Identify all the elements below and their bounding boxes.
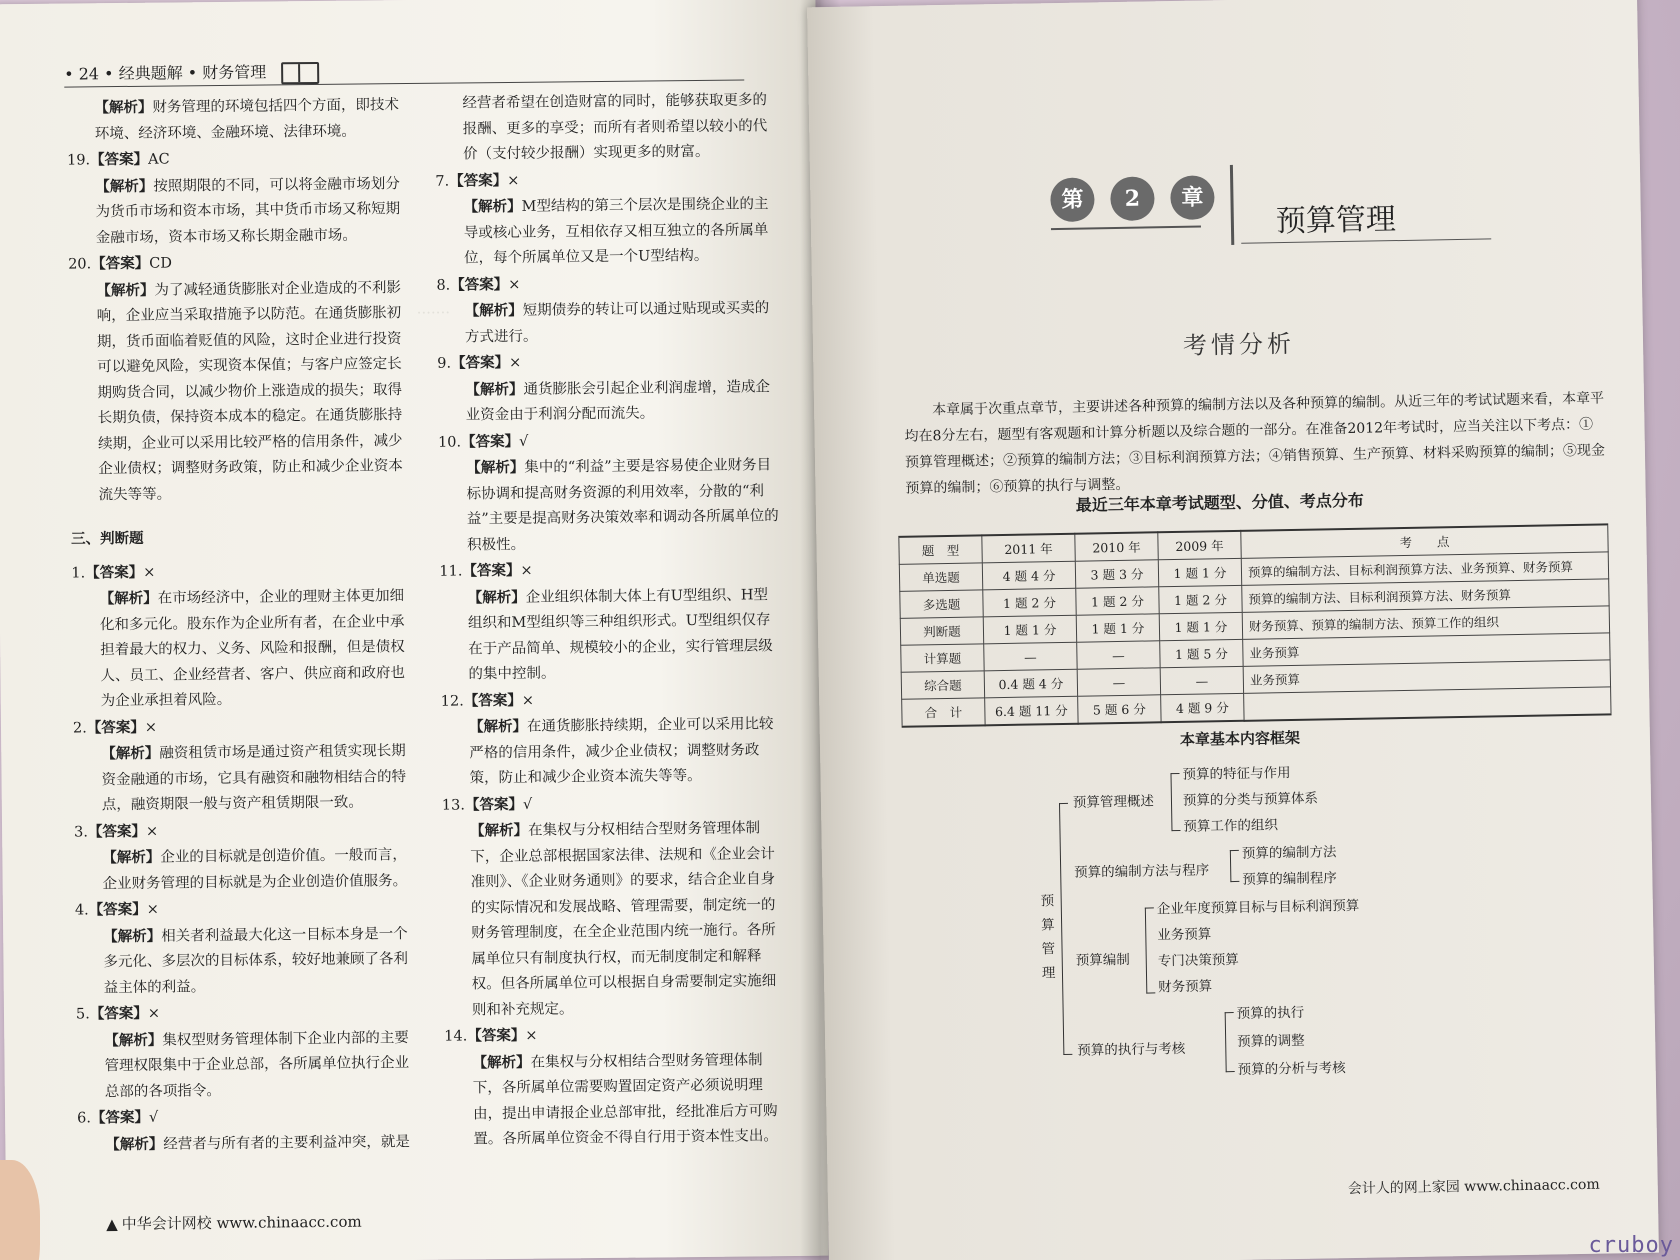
block-label: 【解析】 <box>103 927 162 945</box>
framework-item: 业务预算 <box>1157 926 1212 944</box>
explanation-block <box>72 583 413 715</box>
right-footer: 会计人的网上家园 www.chinaacc.com <box>1347 1176 1600 1198</box>
question-number: 20. <box>68 256 92 273</box>
chapter-rule <box>1051 225 1201 230</box>
block-label: 【答案】 <box>91 254 150 273</box>
exam-table-cell: — <box>984 642 1077 671</box>
exam-table-cell: 业务预算 <box>1243 633 1610 666</box>
exam-table-cell: 判断题 <box>900 617 983 645</box>
question-number: 19. <box>66 152 91 169</box>
chapter-badge-pre: 第 <box>1050 177 1095 222</box>
block-label: 【答案】 <box>450 275 509 294</box>
exam-table-cell: 计算题 <box>901 644 984 672</box>
block-text: 企业组织体制大体上有U型组织、H型组织和M型组织等三种组织形式。U型组织仅存在于产品简单、规模较小的企业，实行管理层级的集中控制。 <box>467 586 773 683</box>
block-label: 【解析】 <box>95 177 154 195</box>
answer-line <box>74 815 414 845</box>
block-text: × <box>525 1027 538 1044</box>
block-label: 【解析】 <box>466 458 525 477</box>
block-label: 【答案】 <box>85 563 144 581</box>
block-label: 【答案】 <box>463 691 522 709</box>
explanation-block <box>442 815 784 1024</box>
block-label: 【解析】 <box>467 588 526 606</box>
explanation-block <box>68 275 410 509</box>
framework-item: 预算的编制方法 <box>1241 844 1337 862</box>
exam-table-cell: 多选题 <box>900 590 983 618</box>
show-through-text: ······· <box>416 303 451 322</box>
answer-line <box>437 347 777 377</box>
block-text: 融资租赁市场是通过资产租赁实现长期资金融通的市场，它具有融资和融物相结合的特点，融资期限一般与资产租赁期限一致。 <box>101 743 407 814</box>
analysis-title: 考情分析 <box>1182 329 1296 360</box>
block-text: 集权型财务管理体制下企业内部的主要管理权限集中于企业总部，各所属单位执行企业总部的各项指令。 <box>104 1029 410 1100</box>
exam-table-cell: 合 计 <box>902 698 985 727</box>
block-label: 【解析】 <box>105 1135 164 1153</box>
left-column-1 <box>66 92 417 1159</box>
exam-table-header: 考 点 <box>1241 524 1608 558</box>
question-number: 10. <box>437 433 462 451</box>
block-label: 【答案】 <box>461 432 520 450</box>
block-text: × <box>521 692 535 709</box>
block-label: 【答案】 <box>86 718 145 736</box>
chapter-badge-post: 章 <box>1170 175 1215 220</box>
framework-root: 预算管理 <box>1040 893 1056 982</box>
block-text: CD <box>149 255 173 272</box>
framework-item: 预算的分类与预算体系 <box>1182 790 1319 809</box>
block-text: AC <box>148 151 170 168</box>
exam-table-cell: 预算的编制方法、目标利润预算方法、业务预算、财务预算 <box>1241 552 1608 585</box>
framework-group: 预算的执行与考核 <box>1077 1040 1186 1059</box>
exam-table-cell: 1 题 2 分 <box>983 588 1076 617</box>
intro-paragraph: 本章属于次重点章节，主要讲述各种预算的编制方法以及各种预算的编制。从近三年的考试试题来看，本章平均在8分左右，题型有客观题和计算分析题以及综合题的一部分。在准备2012年考试时，应当关注以下考点：①预算管理概述；②预算的编制方法；③目标利润预算方法；④销售预算、生产预算、材料采购预算的编制；⑤现金预算的编制；⑥预算的执行与调整。 <box>904 390 1606 497</box>
block-label: 【答案】 <box>464 795 523 813</box>
answer-line <box>435 165 775 195</box>
block-label: 【答案】 <box>462 561 521 580</box>
exam-table-cell: 6.4 题 11 分 <box>985 696 1078 725</box>
exam-table-cell: — <box>1077 641 1160 669</box>
exam-table-cell: 1 题 1 分 <box>1159 612 1242 640</box>
answer-line <box>75 894 415 924</box>
block-label: 【解析】 <box>463 197 522 216</box>
answer-line <box>439 555 779 585</box>
framework-group: 预算管理概述 <box>1072 793 1155 811</box>
left-column-2 <box>434 88 785 1153</box>
block-label: 【答案】 <box>449 171 508 190</box>
framework-item: 财务预算 <box>1158 978 1213 996</box>
running-header <box>64 54 744 87</box>
question-number: 5. <box>75 1006 90 1023</box>
question-number: 14. <box>444 1028 468 1045</box>
block-text: 在集权与分权相结合型财务管理体制下，企业总部根据国家法律、法规和《企业会计准则》、《企业财务通则》的要求，结合企业自身的实际情况和发展战略、管理需要，制定统一的财务管理制度，在全企业范围内统一施行。各所属单位只有制度执行权，而无制度制定和解释权。但各所属单位可以根据自身需要制定实施细则和补充规定。 <box>470 820 777 1018</box>
exam-table-cell: 单选题 <box>899 563 982 591</box>
answer-line <box>67 144 407 174</box>
question-number: 12. <box>440 692 464 710</box>
chapter-banner <box>1050 150 1492 268</box>
explanation-block <box>75 920 416 1001</box>
block-text: 在通货膨胀持续期，企业可以采用比较严格的信用条件，减少企业债权；调整财务政策，防止和减少企业资本流失等等。 <box>469 716 774 787</box>
exam-table-header: 2010 年 <box>1075 532 1158 561</box>
block-text: × <box>508 276 521 293</box>
block-label: 【解析】 <box>104 1031 163 1049</box>
block-text: 通货膨胀会引起企业利润虚增，造成企业资金由于利润分配而流失。 <box>465 378 771 424</box>
explanation-block <box>434 88 775 168</box>
block-text: × <box>508 354 522 371</box>
exam-table-cell: 预算的编制方法、目标利润预算方法、财务预算 <box>1242 579 1609 612</box>
explanation-block <box>435 191 776 272</box>
block-label: 【解析】 <box>94 98 153 117</box>
exam-table-title: 最近三年本章考试题型、分值、考点分布 <box>1075 490 1364 515</box>
block-label: 【答案】 <box>89 1004 148 1023</box>
question-number: 11. <box>439 563 463 580</box>
framework-group-brace <box>1170 773 1180 831</box>
question-number: 13. <box>441 796 465 814</box>
block-label: 【解析】 <box>99 589 158 608</box>
exam-table-cell: 1 题 2 分 <box>1159 585 1242 613</box>
framework-item: 预算的特征与作用 <box>1182 765 1291 783</box>
block-text: 集中的“利益”主要是容易使企业财务目标协调和提高财务资源的利用效率，分散的“利益”主要是提高财务决策效率和调动各所属单位的积极性。 <box>466 457 779 553</box>
block-label: 【解析】 <box>465 380 524 398</box>
explanation-block <box>438 452 779 559</box>
question-number: 8. <box>436 277 451 294</box>
exam-table-header: 2009 年 <box>1158 531 1241 560</box>
block-label: 【答案】 <box>90 150 149 169</box>
exam-table-cell: 财务预算、预算的编制方法、预算工作的组织 <box>1242 606 1609 639</box>
framework-item: 专门决策预算 <box>1157 951 1239 970</box>
exam-table-cell: 5 题 6 分 <box>1078 695 1161 724</box>
block-label: 【答案】 <box>87 822 147 840</box>
left-page <box>0 0 829 1260</box>
question-number: 4. <box>74 902 89 919</box>
answer-line <box>68 248 408 278</box>
answer-line <box>441 685 781 715</box>
framework-group: 预算编制 <box>1075 951 1130 969</box>
block-label: 【解析】 <box>101 744 160 763</box>
block-text: 企业的目标就是创造价值。一般而言，企业财务管理的目标就是为企业创造价值服务。 <box>102 847 408 892</box>
left-footer-text: 中华会计网校 www.chinaacc.com <box>121 1212 362 1234</box>
block-text: × <box>507 172 520 189</box>
question-number: 3. <box>74 823 89 841</box>
block-label: 【解析】 <box>96 281 155 299</box>
question-number: 2. <box>72 719 87 737</box>
block-text: 在市场经济中，企业的理财主体更加细化和多元化。股东作为企业所有者，在企业中承担着最大的权力、义务、风险和报酬，但是债权人、员工、企业经营者、客户、供应商和政府也为企业承担着风险。 <box>99 588 406 710</box>
exam-table-cell: 4 题 9 分 <box>1161 693 1244 722</box>
block-text: 短期债券的转让可以通过贴现或买卖的方式进行。 <box>464 300 770 345</box>
framework-item: 预算工作的组织 <box>1183 817 1279 835</box>
question-number: 7. <box>435 173 450 190</box>
block-label: 【解析】 <box>472 1053 531 1071</box>
block-label: 【解析】 <box>468 717 528 736</box>
block-text: 经营者希望在创造财富的同时，能够获取更多的报酬、更多的享受；而所有者则希望以较小的代价（支付较少报酬）实现更多的财富。 <box>462 92 768 163</box>
answer-line <box>442 789 782 819</box>
block-label: 【答案】 <box>467 1026 526 1045</box>
exam-table-cell: 0.4 题 4 分 <box>984 669 1077 698</box>
block-text: × <box>144 719 158 736</box>
block-text: M型结构的第三个层次是围绕企业的主导或核心业务，互相依存又相互独立的各所属单位，每个所属单位又是一个U型结构。 <box>463 196 769 267</box>
block-text: 为了减轻通货膨胀对企业造成的不利影响，企业应当采取措施予以防范。在通货膨胀初期，货币面临着贬值的风险，这时企业进行投资可以避免风险，实现资本保值；与客户应签定长期购货合同，以减少物价上涨造成的损失；取得长期负债，保持资本成本的稳定。在通货膨胀持续期，企业可以采用比较严格的信用条件，减少企业债权；调整财务政策，防止和减少企业资本流失等等。 <box>96 279 403 503</box>
block-text: × <box>143 564 156 581</box>
explanation-block <box>444 1047 785 1154</box>
triangle-logo-icon: ▲ <box>106 1215 118 1234</box>
block-text: × <box>147 1005 161 1022</box>
framework-item: 预算的分析与考核 <box>1237 1060 1346 1078</box>
explanation-block <box>437 295 778 351</box>
explanation-block <box>66 92 407 148</box>
right-page <box>807 0 1659 1260</box>
exam-table-cell <box>1244 687 1611 721</box>
framework-root-brace <box>1059 803 1072 1055</box>
exam-table-cell: — <box>1077 668 1160 696</box>
explanation-block <box>76 1024 417 1105</box>
block-text: 财务管理的环境包括四个方面，即技术环境、经济环境、金融环境、法律环境。 <box>94 97 400 142</box>
answer-line <box>77 1102 417 1132</box>
block-label: 【答案】 <box>90 1108 150 1127</box>
explanation-block <box>437 374 778 430</box>
chapter-badge-num: 2 <box>1110 176 1155 221</box>
block-label: 【答案】 <box>88 900 147 919</box>
question-number: 9. <box>437 355 452 372</box>
section-heading: 三、判断题 <box>70 529 144 548</box>
block-label: 【解析】 <box>464 301 523 320</box>
framework-group-brace <box>1145 907 1155 993</box>
answer-line <box>444 1020 784 1050</box>
exam-table-cell: 1 题 5 分 <box>1160 639 1243 667</box>
block-text: × <box>146 901 159 918</box>
exam-table-header: 题 型 <box>899 535 982 564</box>
explanation-block <box>440 582 781 689</box>
answer-line <box>73 711 413 741</box>
framework-group-brace <box>1225 1012 1235 1072</box>
chapter-title: 预算管理 <box>1275 202 1397 240</box>
block-text: × <box>145 823 159 840</box>
exam-table-cell: 综合题 <box>901 671 984 699</box>
left-footer <box>106 1211 362 1235</box>
explanation-block <box>73 738 414 819</box>
framework-item: 预算的执行 <box>1236 1004 1305 1022</box>
book-icon <box>281 61 319 83</box>
block-label: 【答案】 <box>450 353 510 372</box>
explanation-block <box>441 711 782 792</box>
block-text: 按照期限的不同，可以将金融市场划分为货币市场和资本市场，其中货币市场又称短期金融市场，资本市场又称长期金融市场。 <box>95 175 401 246</box>
exam-table-cell: — <box>1160 666 1243 694</box>
framework-title: 本章基本内容框架 <box>1179 728 1301 749</box>
block-text: √ <box>148 1109 159 1126</box>
exam-table-cell: 1 题 1 分 <box>1158 558 1241 586</box>
exam-table-cell: 3 题 3 分 <box>1075 560 1158 588</box>
block-text: √ <box>522 796 533 813</box>
block-text: × <box>520 562 533 579</box>
running-header-text: • 24 • 经典题解 • 财务管理 <box>64 62 267 84</box>
question-number: 6. <box>77 1110 92 1127</box>
watermark: cruboy <box>1588 1233 1674 1258</box>
answer-line <box>436 269 776 299</box>
answer-line <box>71 556 411 586</box>
exam-table-cell: 1 题 1 分 <box>983 615 1076 644</box>
framework-item: 企业年度预算目标与目标利润预算 <box>1156 897 1360 918</box>
exam-table <box>898 523 1611 727</box>
explanation-block <box>67 171 408 252</box>
block-text: 在集权与分权相结合型财务管理体制下，各所属单位需要购置固定资产必须说明理由，提出申请报企业总部审批，经批准后方可购置。各所属单位资金不得自行用于资本性支出。 <box>472 1051 778 1148</box>
chapter-divider <box>1230 165 1234 245</box>
explanation-block <box>77 1128 417 1158</box>
answer-line <box>438 426 778 456</box>
block-text: 相关者利益最大化这一目标本身是一个多元化、多层次的目标体系，较好地兼顾了各利益主体的利益。 <box>103 925 409 996</box>
exam-table-cell: 1 题 2 分 <box>1076 587 1159 615</box>
block-label: 【解析】 <box>470 821 529 840</box>
exam-table-cell: 1 题 1 分 <box>1076 614 1159 642</box>
exam-table-header: 2011 年 <box>982 534 1075 563</box>
framework-item: 预算的调整 <box>1237 1032 1305 1050</box>
exam-table-cell: 4 题 4 分 <box>982 561 1075 590</box>
answer-line <box>76 998 416 1028</box>
block-label: 【解析】 <box>102 848 161 867</box>
block-text: 经营者与所有者的主要利益冲突，就是 <box>163 1133 410 1153</box>
explanation-block <box>74 842 415 898</box>
framework-item: 预算的编制程序 <box>1242 870 1337 888</box>
question-number: 1. <box>71 564 86 582</box>
block-text: √ <box>519 433 529 450</box>
exam-table-cell: 业务预算 <box>1243 660 1610 693</box>
framework-group-brace <box>1230 850 1240 882</box>
framework-group: 预算的编制方法与程序 <box>1074 862 1210 881</box>
